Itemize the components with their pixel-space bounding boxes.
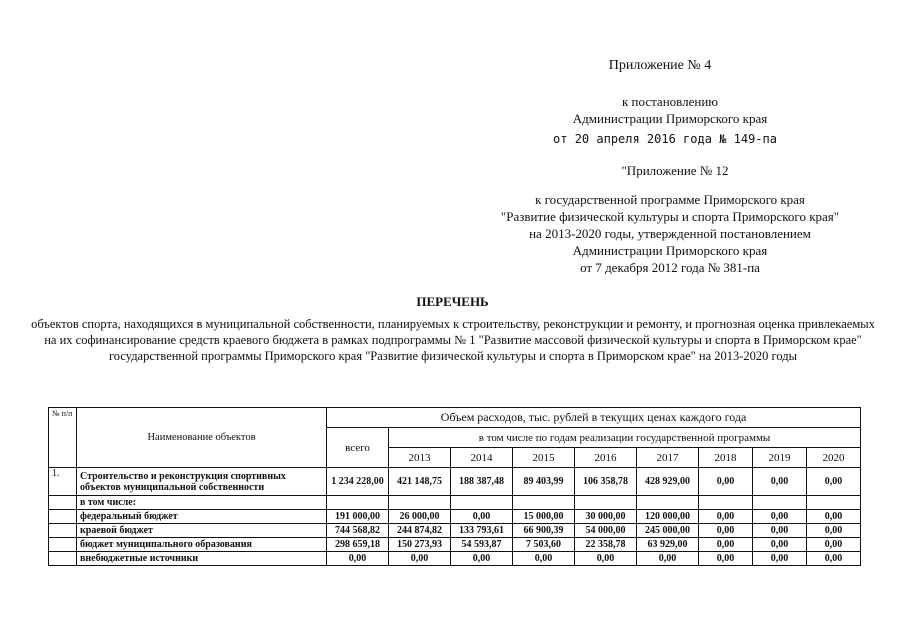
row-value: 26 000,00 xyxy=(389,510,451,524)
decree-date-stamp: от 20 апреля 2016 года № 149-па xyxy=(553,132,777,146)
row-value: 0,00 xyxy=(807,468,861,496)
row-value: 63 929,00 xyxy=(637,538,699,552)
row-total xyxy=(327,496,389,510)
col-name-header: Наименование объектов xyxy=(77,408,327,468)
year-header-2016: 2016 xyxy=(575,448,637,468)
row-value: 0,00 xyxy=(637,552,699,566)
row-value: 0,00 xyxy=(389,552,451,566)
document-title: ПЕРЕЧЕНЬ xyxy=(416,294,489,309)
administration-label: Администрации Приморского края xyxy=(572,111,768,126)
row-value: 0,00 xyxy=(753,510,807,524)
col-total-header: всего xyxy=(327,428,389,468)
row-value xyxy=(637,496,699,510)
row-value: 0,00 xyxy=(513,552,575,566)
row-value: 0,00 xyxy=(699,524,753,538)
row-total: 1 234 228,00 xyxy=(327,468,389,496)
row-value: 0,00 xyxy=(699,468,753,496)
row-num: 1. xyxy=(49,468,77,496)
row-value: 0,00 xyxy=(575,552,637,566)
col-years-group-header: в том числе по годам реализации государственной программы xyxy=(389,428,861,448)
program-line-4: Администрации Приморского края xyxy=(572,243,768,258)
row-value: 54 593,87 xyxy=(451,538,513,552)
row-num xyxy=(49,538,77,552)
row-name: внебюджетные источники xyxy=(77,552,327,566)
row-value xyxy=(389,496,451,510)
row-num xyxy=(49,524,77,538)
row-value: 0,00 xyxy=(753,538,807,552)
table-row xyxy=(49,524,861,538)
year-header-2019: 2019 xyxy=(753,448,807,468)
year-header-2020: 2020 xyxy=(807,448,861,468)
row-value: 0,00 xyxy=(699,552,753,566)
row-value: 150 273,93 xyxy=(389,538,451,552)
row-value: 120 000,00 xyxy=(637,510,699,524)
program-line-5: от 7 декабря 2012 года № 381-па xyxy=(580,260,760,275)
row-total: 744 568,82 xyxy=(327,524,389,538)
row-value: 0,00 xyxy=(451,552,513,566)
table-row xyxy=(49,552,861,566)
row-num xyxy=(49,510,77,524)
row-value: 22 358,78 xyxy=(575,538,637,552)
row-value: 0,00 xyxy=(807,524,861,538)
row-value: 54 000,00 xyxy=(575,524,637,538)
row-value: 0,00 xyxy=(699,538,753,552)
row-value xyxy=(699,496,753,510)
document-description: объектов спорта, находящихся в муниципальной собственности, планируемых к строительству, реконструкции и ремонту, и прогнозная оценка привлекаемых на их софинансирование средств краевого бюджета в рамках подпрограммы № 1 "Развитие массовой физической культуры и спорта в Приморском крае" государственной программы Приморского края "Развитие физической культуры и спорта в Приморском крае" на 2013-2020 годы xyxy=(31,317,875,363)
row-value xyxy=(753,496,807,510)
row-value: 0,00 xyxy=(699,510,753,524)
row-value xyxy=(451,496,513,510)
row-name: в том числе: xyxy=(77,496,327,510)
row-value xyxy=(807,496,861,510)
row-value: 30 000,00 xyxy=(575,510,637,524)
table-row xyxy=(49,510,861,524)
row-value: 7 503,60 xyxy=(513,538,575,552)
row-value: 66 900,39 xyxy=(513,524,575,538)
year-header-2015: 2015 xyxy=(513,448,575,468)
row-value: 106 358,78 xyxy=(575,468,637,496)
program-line-1: к государственной программе Приморского края xyxy=(535,192,805,207)
row-value: 15 000,00 xyxy=(513,510,575,524)
col-expense-header: Объем расходов, тыс. рублей в текущих ценах каждого года xyxy=(327,408,861,428)
row-value: 245 000,00 xyxy=(637,524,699,538)
appendix-12-label: "Приложение № 12 xyxy=(621,163,729,178)
row-name: Строительство и реконструкция спортивных объектов муниципальной собственности xyxy=(77,468,327,496)
row-value: 0,00 xyxy=(753,552,807,566)
row-value: 0,00 xyxy=(807,552,861,566)
col-num-header: № п/п xyxy=(49,408,77,468)
row-name: краевой бюджет xyxy=(77,524,327,538)
row-value xyxy=(513,496,575,510)
row-value: 0,00 xyxy=(451,510,513,524)
year-header-2013: 2013 xyxy=(389,448,451,468)
row-value: 244 874,82 xyxy=(389,524,451,538)
year-header-2014: 2014 xyxy=(451,448,513,468)
program-line-3: на 2013-2020 годы, утвержденной постановлением xyxy=(529,226,811,241)
to-decree-label: к постановлению xyxy=(621,94,719,109)
table-row xyxy=(49,468,861,496)
row-value: 0,00 xyxy=(807,538,861,552)
row-value xyxy=(575,496,637,510)
row-name: федеральный бюджет xyxy=(77,510,327,524)
row-total: 191 000,00 xyxy=(327,510,389,524)
row-value: 421 148,75 xyxy=(389,468,451,496)
year-header-2017: 2017 xyxy=(637,448,699,468)
row-num xyxy=(49,496,77,510)
row-value: 89 403,99 xyxy=(513,468,575,496)
row-total: 0,00 xyxy=(327,552,389,566)
objects-table xyxy=(48,407,861,566)
table-row xyxy=(49,496,861,510)
appendix-label: Приложение № 4 xyxy=(608,58,712,73)
row-value: 133 793,61 xyxy=(451,524,513,538)
row-value: 0,00 xyxy=(753,524,807,538)
row-num xyxy=(49,552,77,566)
row-value: 428 929,00 xyxy=(637,468,699,496)
row-value: 188 387,48 xyxy=(451,468,513,496)
row-value: 0,00 xyxy=(807,510,861,524)
table-row xyxy=(49,538,861,552)
row-name: бюджет муниципального образования xyxy=(77,538,327,552)
program-line-2: "Развитие физической культуры и спорта Приморского края" xyxy=(500,209,840,224)
row-total: 298 659,18 xyxy=(327,538,389,552)
year-header-2018: 2018 xyxy=(699,448,753,468)
row-value: 0,00 xyxy=(753,468,807,496)
